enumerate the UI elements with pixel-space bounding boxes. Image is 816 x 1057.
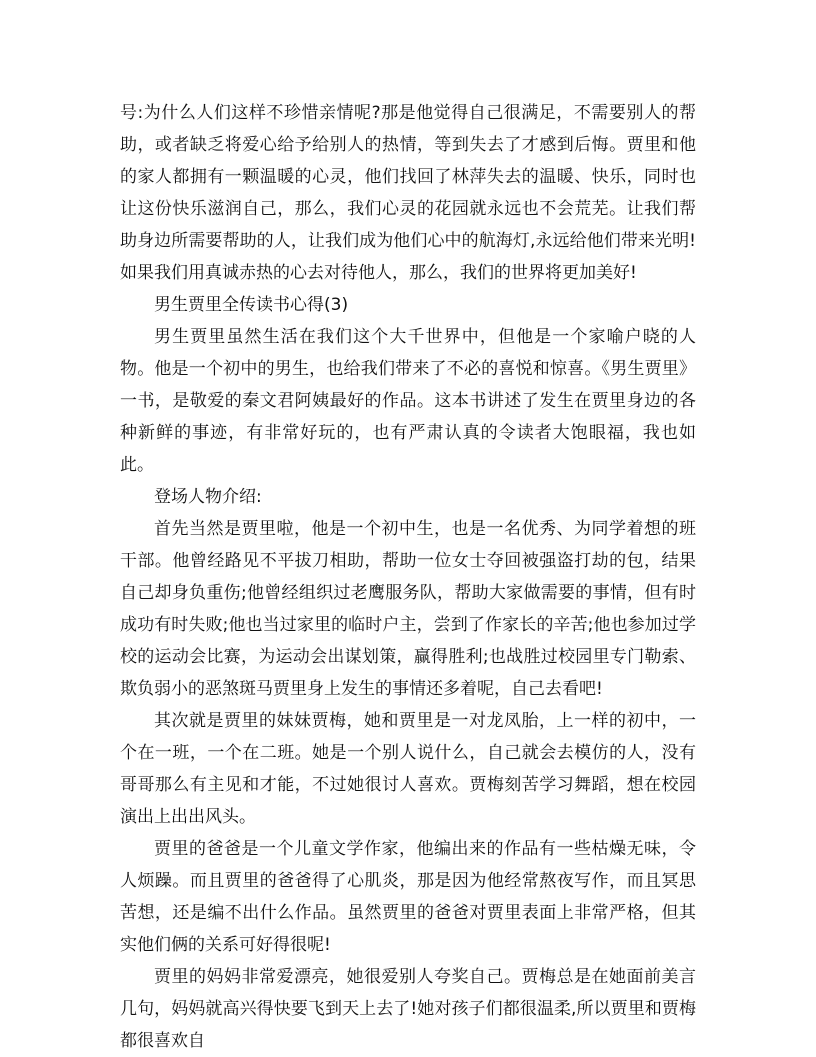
paragraph-continuation: 号:为什么人们这样不珍惜亲情呢?那是他觉得自己很满足，不需要别人的帮助，或者缺乏将爱心给予给别人的热情，等到失去了才感到后悔。贾里和他的家人都拥有一颗温暖的心灵，他们找回了林萍失去的温暖、快乐，同时也让这份快乐滋润自己，那么，我们心灵的花园就永远也不会荒芜。让我们帮助身边所需要帮助的人，让我们成为他们心中的航海灯,永远给他们带来光明!如果我们用真诚赤热的心去对待他人，那么，我们的世界将更加美好! [120, 103, 696, 283]
paragraph-father: 贾里的爸爸是一个儿童文学作家，他编出来的作品有一些枯燥无味，令人烦躁。而且贾里的爸爸得了心肌炎，那是因为他经常熬夜写作，而且冥思苦想，还是编不出什么作品。虽然贾里的爸爸对贾里表面上非常严格，但其实他们俩的关系可好得很呢! [120, 839, 696, 955]
paragraph-jiali: 首先当然是贾里啦，他是一个初中生，也是一名优秀、为同学着想的班干部。他曾经路见不平拔刀相助，帮助一位女士夺回被强盗打劫的包，结果自己却身负重伤;他曾经组织过老鹰服务队，帮助大家做需要的事情，但有时成功有时失败;他也当过家里的临时户主，尝到了作家长的辛苦;他也参加过学校的运动会比赛，为运动会出谋划策，赢得胜利;也战胜过校园里专门勒索、欺负弱小的恶煞斑马贾里身上发生的事情还多着呢，自己去看吧! [120, 519, 696, 699]
characters-heading: 登场人物介绍: [154, 487, 262, 507]
document-page [120, 97, 696, 1057]
paragraph-intro: 男生贾里虽然生活在我们这个大千世界中，但他是一个家喻户晓的人物。他是一个初中的男生，也给我们带来了不必的喜悦和惊喜。《男生贾里》一书，是敬爱的秦文君阿姨最好的作品。这本书讲述了发生在贾里身边的各种新鲜的事迹，有非常好玩的，也有严肃认真的令读者大饱眼福，我也如此。 [120, 327, 696, 475]
paragraph-mother: 贾里的妈妈非常爱漂亮，她很爱别人夸奖自己。贾梅总是在她面前美言几句，妈妈就高兴得快要飞到天上去了!她对孩子们都很温柔,所以贾里和贾梅都很喜欢自 [120, 967, 696, 1051]
paragraph-jiamei: 其次就是贾里的妹妹贾梅，她和贾里是一对龙凤胎，上一样的初中，一个在一班，一个在二班。她是一个别人说什么，自己就会去模仿的人，没有哥哥那么有主见和才能，不过她很讨人喜欢。贾梅刻苦学习舞蹈，想在校园演出上出出风头。 [120, 711, 696, 827]
section-heading: 男生贾里全传读书心得(3) [154, 295, 349, 315]
